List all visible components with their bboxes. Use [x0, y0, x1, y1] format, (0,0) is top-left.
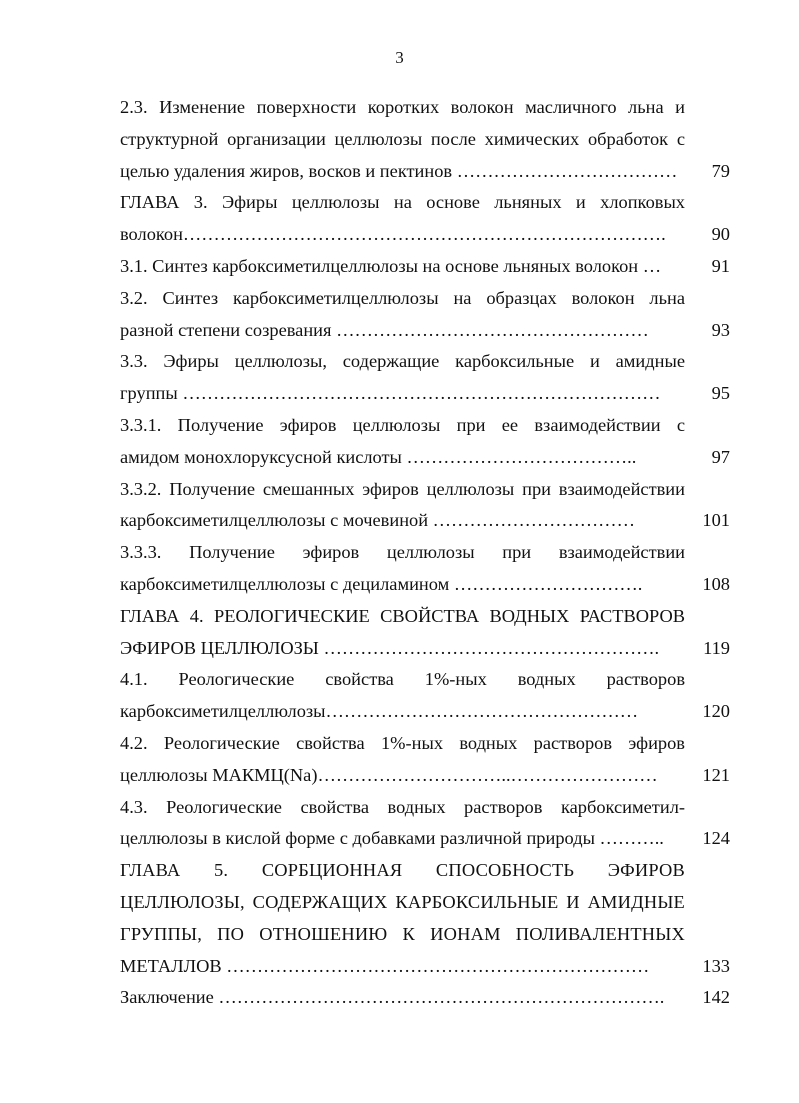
toc-line — [120, 601, 730, 633]
toc-entry-text: волокон……………………………………………………………………. — [120, 224, 666, 245]
toc-line — [120, 219, 730, 251]
toc-line — [120, 124, 730, 156]
toc-page-number: 133 — [702, 955, 730, 976]
toc-line — [120, 823, 730, 855]
toc-page-number: 121 — [702, 764, 730, 785]
toc-line — [120, 505, 730, 537]
toc-line — [120, 378, 730, 410]
toc-line — [120, 474, 730, 506]
toc-entry-text: карбоксиметилцеллюлозы…………………………………………… — [120, 701, 639, 722]
toc-line — [120, 728, 730, 760]
toc-entry-text: амидом монохлоруксусной кислоты ……………………………….. — [120, 446, 637, 467]
toc-page-number: 108 — [702, 573, 730, 594]
toc-entry-text: 2.3. Изменение поверхности коротких волокон масличного льна и — [120, 97, 685, 117]
toc-page-number: 79 — [711, 160, 730, 181]
toc-entry-text: Заключение ………………………………………………………………. — [120, 987, 665, 1008]
toc-page-number: 119 — [703, 637, 730, 658]
toc-entry-text: 3.3.1. Получение эфиров целлюлозы при ее взаимодействии с — [120, 414, 685, 435]
toc-page-number: 91 — [711, 255, 730, 276]
toc-line — [120, 346, 730, 378]
toc-entry-text: 3.2. Синтез карбоксиметилцеллюлозы на образцах волокон льна — [120, 287, 685, 308]
toc-entry-text: разной степени созревания …………………………………………… — [120, 319, 649, 340]
toc-entry-text: 3.1. Синтез карбоксиметилцеллюлозы на основе льняных волокон … — [120, 255, 662, 276]
toc-entry-text: ГЛАВА 4. РЕОЛОГИЧЕСКИЕ СВОЙСТВА ВОДНЫХ РАСТВОРОВ — [120, 605, 685, 626]
toc-line — [120, 760, 730, 792]
toc-page-number: 142 — [702, 987, 730, 1008]
toc-line — [120, 569, 730, 601]
table-of-contents — [120, 92, 730, 1014]
toc-entry-text: ГРУППЫ, ПО ОТНОШЕНИЮ К ИОНАМ ПОЛИВАЛЕНТНЫХ — [120, 923, 685, 944]
toc-entry-text: карбоксиметилцеллюлозы с мочевиной …………………………… — [120, 510, 635, 531]
toc-line — [120, 633, 730, 665]
toc-line — [120, 251, 730, 283]
toc-line — [120, 156, 730, 188]
toc-line — [120, 664, 730, 696]
toc-line — [120, 792, 730, 824]
toc-page-number: 101 — [702, 510, 730, 531]
toc-line — [120, 855, 730, 887]
toc-entry-text: 3.3.3. Получение эфиров целлюлозы при взаимодействии — [120, 542, 685, 563]
toc-entry-text: целью удаления жиров, восков и пектинов ……………………………… — [120, 160, 678, 181]
toc-entry-text: ГЛАВА 5. СОРБЦИОННАЯ СПОСОБНОСТЬ ЭФИРОВ — [120, 860, 685, 881]
toc-entry-text: структурной организации целлюлозы после химических обработок с — [120, 128, 685, 149]
toc-line — [120, 315, 730, 347]
toc-entry-text: 4.1. Реологические свойства 1%-ных водных растворов — [120, 669, 685, 690]
toc-entry-text: группы …………………………………………………………………… — [120, 383, 661, 404]
toc-line — [120, 537, 730, 569]
toc-page-number: 93 — [711, 319, 730, 340]
toc-entry-text: карбоксиметилцеллюлозы с дециламином …………………………. — [120, 573, 643, 594]
toc-entry-text: ЦЕЛЛЮЛОЗЫ, СОДЕРЖАЩИХ КАРБОКСИЛЬНЫЕ И АМИДНЫЕ — [120, 891, 685, 912]
toc-line — [120, 696, 730, 728]
toc-line — [120, 92, 730, 124]
toc-line — [120, 187, 730, 219]
toc-page-number: 95 — [711, 383, 730, 404]
toc-page-number: 120 — [702, 701, 730, 722]
toc-entry-text: 3.3. Эфиры целлюлозы, содержащие карбоксильные и амидные — [120, 351, 685, 372]
toc-page-number: 97 — [711, 446, 730, 467]
page-number: 3 — [395, 48, 404, 67]
toc-entry-text: 4.3. Реологические свойства водных растворов карбоксиметил- — [120, 796, 685, 817]
toc-page-number: 90 — [711, 224, 730, 245]
toc-line — [120, 887, 730, 919]
toc-entry-text: целлюлозы МАКМЦ(Na)…………………………..…………………… — [120, 764, 658, 785]
toc-entry-text: 3.3.2. Получение смешанных эфиров целлюлозы при взаимодействии — [120, 478, 685, 499]
toc-line — [120, 919, 730, 951]
toc-line — [120, 982, 730, 1014]
toc-page-number: 124 — [702, 828, 730, 849]
toc-entry-text: МЕТАЛЛОВ …………………………………………………………… — [120, 955, 650, 976]
toc-entry-text: целлюлозы в кислой форме с добавками различной природы ……….. — [120, 828, 664, 849]
toc-entry-text: 4.2. Реологические свойства 1%-ных водных растворов эфиров — [120, 732, 685, 753]
toc-entry-text: ЭФИРОВ ЦЕЛЛЮЛОЗЫ ………………………………………………. — [120, 637, 660, 658]
toc-line — [120, 283, 730, 315]
toc-line — [120, 410, 730, 442]
toc-entry-text: ГЛАВА 3. Эфиры целлюлозы на основе льняных и хлопковых — [120, 192, 685, 213]
toc-line — [120, 951, 730, 983]
toc-line — [120, 442, 730, 474]
